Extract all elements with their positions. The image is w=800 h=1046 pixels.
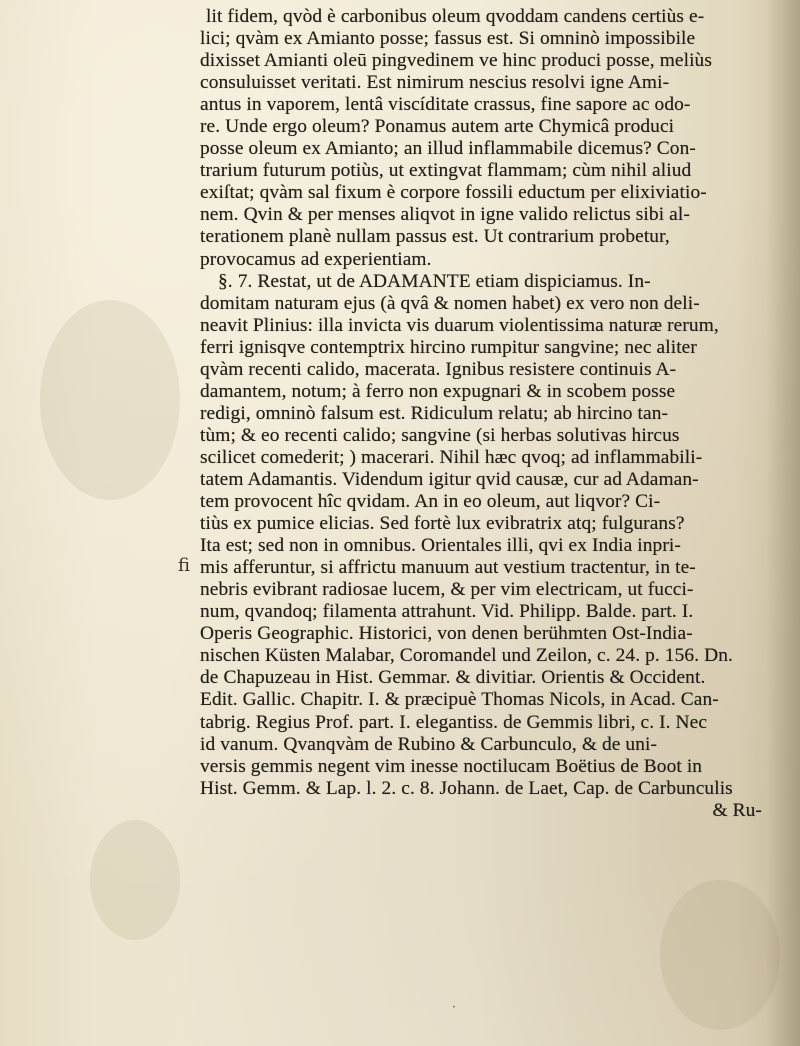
section-heading-line: §. 7. Restat, ut de ADAMANTE etiam dispiciamus. In- (218, 270, 651, 292)
text-line: scilicet comederit; ) macerari. Nihil hæc qvoq; ad inflammabili- (200, 446, 703, 468)
text-line: tem provocent hîc qvidam. An in eo oleum, aut liqvor? Ci- (200, 491, 661, 513)
paper-stain (660, 880, 780, 1030)
text-line: nem. Qvin & per menses aliqvot in igne valido relictus sibi al- (200, 204, 690, 226)
ink-speck: · (452, 1000, 456, 1014)
text-line: damantem, notum; à ferro non expugnari & in scobem posse (200, 380, 676, 402)
text-line: mis afferuntur, si affrictu manuum aut vestium tractentur, in te- (200, 557, 696, 579)
text-line: neavit Plinius: illa invicta vis duarum violentissima naturæ rerum, (200, 314, 719, 336)
text-line: Operis Geographic. Historici, von denen berühmten Ost-India- (200, 623, 693, 645)
text-line: id vanum. Qvanqvàm de Rubino & Carbunculo, & de uni- (200, 733, 658, 755)
text-line: qvàm recenti calido, macerata. Ignibus resistere continuis A- (200, 358, 677, 380)
paper-stain (90, 820, 180, 940)
document-body (200, 6, 784, 822)
text-line: nischen Küsten Malabar, Coromandel und Zeilon, c. 24. p. 156. Dn. (200, 645, 733, 667)
text-line: provocamus ad experientiam. (200, 248, 432, 270)
text-line: de Chapuzeau in Hist. Gemmar. & divitiar. Orientis & Occident. (200, 667, 706, 689)
text-line: ferri ignisqve contemptrix hircino rumpitur sangvine; nec aliter (200, 336, 697, 358)
text-line: versis gemmis negent vim inesse noctilucam Boëtius de Boot in (200, 755, 703, 777)
text-line: consuluisset veritati. Est nimirum nescius resolvi igne Ami- (200, 72, 670, 94)
text-line: tùm; & eo recenti calido; sangvine (si herbas solutivas hircus (200, 424, 680, 446)
text-line: redigi, omninò falsum est. Ridiculum relatu; ab hircino tan- (200, 402, 669, 424)
paper-stain (40, 300, 180, 500)
text-line: tiùs ex pumice elicias. Sed fortè lux evibratrix atq; fulgurans? (200, 513, 685, 535)
margin-ink-mark: ﬁ (177, 555, 190, 576)
text-line: posse oleum ex Amianto; an illud inflammabile dicemus? Con- (200, 138, 696, 160)
text-line: domitam naturam ejus (à qvâ & nomen habet) ex vero non deli- (200, 292, 700, 314)
text-line: tatem Adamantis. Videndum igitur qvid causæ, cur ad Adaman- (200, 468, 699, 490)
text-line: Edit. Gallic. Chapitr. I. & præcipuè Thomas Nicols, in Acad. Can- (200, 689, 719, 711)
text-line: re. Unde ergo oleum? Ponamus autem arte Chymicâ produci (200, 116, 675, 138)
text-line: antus in vaporem, lentâ viscíditate crassus, fine sapore ac odo- (200, 94, 691, 116)
catchword: & Ru- (712, 799, 762, 821)
text-line: lici; qvàm ex Amianto posse; fassus est. Si omninò impossibile (200, 28, 696, 50)
text-line: dixisset Amianti oleū pingvedinem ve hinc produci posse, meliùs (200, 50, 712, 72)
text-line: trarium futurum potiùs, ut extingvat flammam; cùm nihil aliud (200, 160, 692, 182)
text-line: Ita est; sed non in omnibus. Orientales illi, qvi ex India inpri- (200, 535, 681, 557)
text-line: tabrig. Regius Prof. part. I. elegantiss. de Gemmis libri, c. I. Nec (200, 711, 708, 733)
text-line: nebris evibrant radiosae lucem, & per vim electricam, ut fucci- (200, 579, 694, 601)
text-line: exiſtat; qvàm sal fixum è corpore fossili eductum per elixiviatio- (200, 182, 707, 204)
text-line: lit fidem, qvòd è carbonibus oleum qvoddam candens certiùs e- (206, 6, 705, 27)
text-line: terationem planè nullam passus est. Ut contrarium probetur, (200, 226, 670, 248)
text-line: num, qvandoq; filamenta attrahunt. Vid. Philipp. Balde. part. I. (200, 601, 694, 623)
text-line: Hist. Gemm. & Lap. l. 2. c. 8. Johann. de Laet, Cap. de Carbunculis (200, 777, 733, 799)
